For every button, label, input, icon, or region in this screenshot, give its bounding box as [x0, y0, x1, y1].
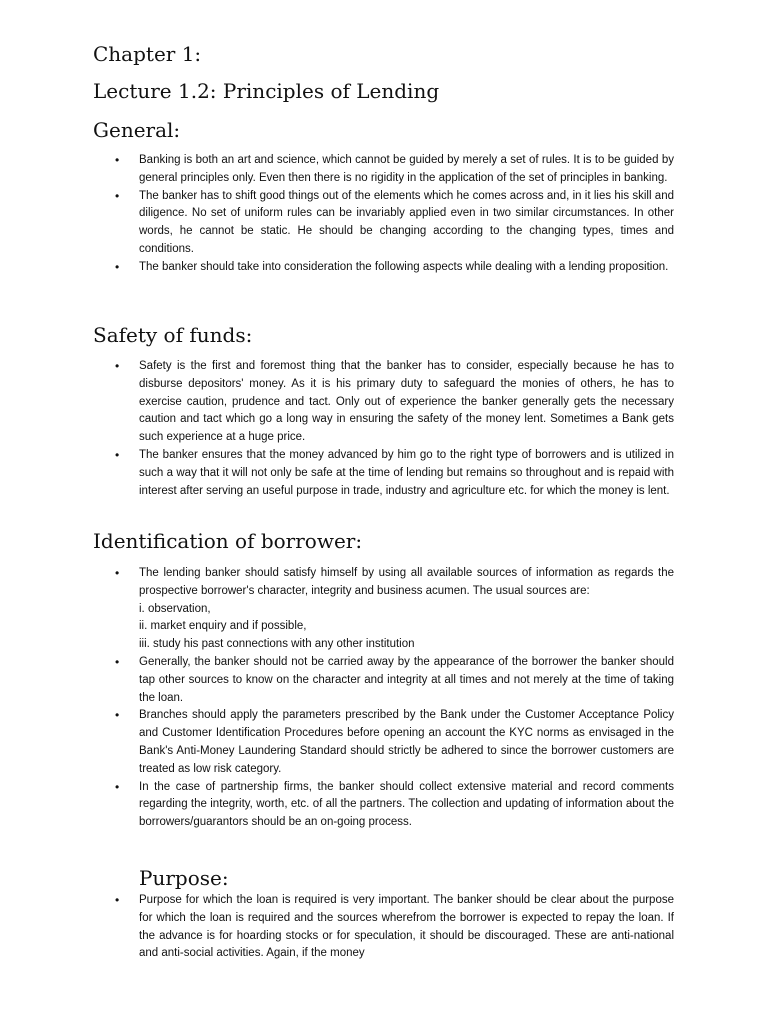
section-heading-identification: Identification of borrower:: [93, 529, 363, 553]
source-item: iii. study his past connections with any other institution: [139, 638, 415, 651]
purpose-bullet-list: [139, 892, 674, 963]
list-item: • The banker should take into consideration the following aspects while dealing with a lending proposition.: [139, 259, 674, 277]
section-heading-purpose: Purpose:: [139, 866, 229, 890]
source-item: i. observation,: [139, 602, 211, 615]
list-item: • Purpose for which the loan is required is very important. The banker should be clear about the purpose for which the loan is required and the sources wherefrom the borrower is expected to repay the loan. If the advance is for hoarding stocks or for speculation, it should be discouraged. These are anti-national and anti-social activities. Again, if the money: [139, 892, 674, 963]
list-item: • The banker has to shift good things out of the elements which he comes across and, in it lies his skill and diligence. No set of uniform rules can be invariably applied even in two similar circumstances. In other words, he cannot be static. He should be changing according to the changing types, times and conditions.: [139, 188, 674, 259]
list-item: • Generally, the banker should not be carried away by the appearance of the borrower the banker should tap other sources to know on the character and integrity at all times and not merely at the time of taking the loan.: [139, 654, 674, 707]
list-item: [139, 565, 674, 654]
safety-bullet-list: [139, 358, 674, 500]
list-item-text: • The lending banker should satisfy himself by using all available sources of information as regards the prospective borrower's character, integrity and business acumen. The usual sources are:: [139, 567, 674, 597]
list-item: • The banker ensures that the money advanced by him go to the right type of borrowers and is utilized in such a way that it will not only be safe at the time of lending but remains so throughout and is repaid with interest after serving an useful purpose in trade, industry and agriculture etc. for which the money is lent.: [139, 447, 674, 500]
list-item: • Branches should apply the parameters prescribed by the Bank under the Customer Acceptance Policy and Customer Identification Procedures before opening an account the KYC norms as envisaged in the Bank's Anti-Money Laundering Standard should strictly be adhered to since the borrower customers are treated as low risk category.: [139, 707, 674, 778]
section-heading-safety: Safety of funds:: [93, 323, 253, 347]
general-bullet-list: [139, 152, 674, 277]
source-item: ii. market enquiry and if possible,: [139, 620, 307, 633]
identification-bullet-list: [139, 565, 674, 832]
list-item: • In the case of partnership firms, the banker should collect extensive material and record comments regarding the integrity, worth, etc. of all the partners. The collection and updating of information about the borrowers/guarantors should be an on-going process.: [139, 779, 674, 832]
chapter-heading: Chapter 1:: [93, 42, 202, 66]
list-item: • Banking is both an art and science, which cannot be guided by merely a set of rules. It is to be guided by general principles only. Even then there is no rigidity in the application of the set of principles in banking.: [139, 152, 674, 188]
lecture-title: Lecture 1.2: Principles of Lending: [93, 79, 440, 103]
list-item: • Safety is the first and foremost thing that the banker has to consider, especially because he has to disburse depositors' money. As it is his primary duty to safeguard the monies of others, he has to exercise caution, prudence and tact. Only out of experience the banker generally gets the necessary caution and tact which go a long way in ensuring the safety of the money lent. Sometimes a Bank gets such experience at a huge price.: [139, 358, 674, 447]
section-heading-general: General:: [93, 118, 181, 142]
